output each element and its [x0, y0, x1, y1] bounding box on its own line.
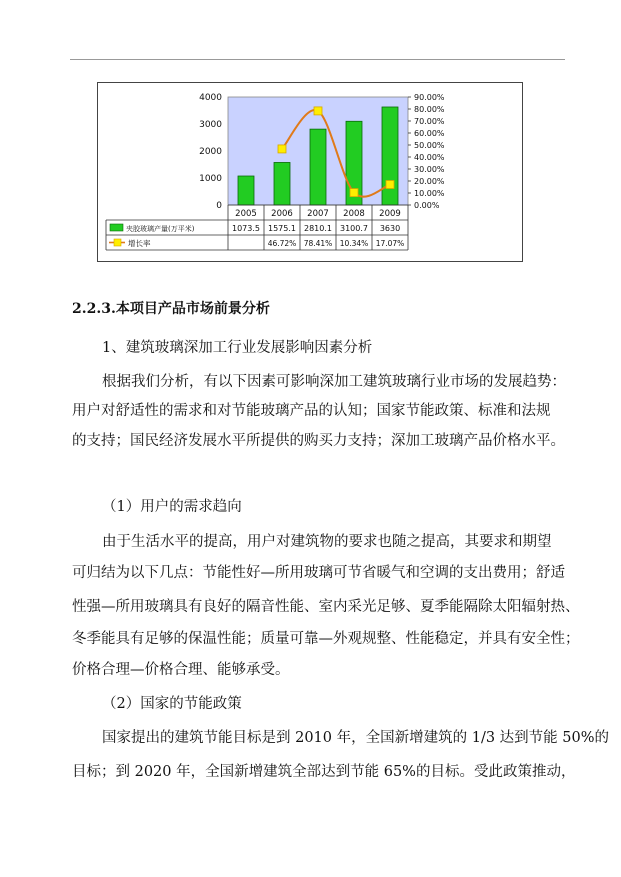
production-growth-chart [98, 83, 522, 261]
bar-2009 [382, 107, 398, 205]
y-right-tick-label: 0.00% [414, 201, 440, 210]
y-right-tick-label: 60.00% [414, 129, 445, 138]
paragraph-1-line-1: 根据我们分析，有以下因素可影响深加工建筑玻璃行业市场的发展趋势： [102, 374, 566, 390]
y-right-tick-label: 70.00% [414, 117, 445, 126]
paragraph-2-line-3: 性强—所用玻璃具有良好的隔音性能、室内采光足够、夏季能隔除太阳辐射热、 [72, 599, 580, 615]
legend-line-marker [114, 239, 121, 246]
y-left-tick-label: 0 [216, 201, 222, 211]
paragraph-1-line-2: 用户对舒适性的需求和对节能玻璃产品的认知；国家节能政策、标准和法规 [72, 403, 551, 419]
bar-value-label-2005: 1073.5 [232, 224, 260, 233]
legend-bar-key [110, 224, 123, 231]
y-right-tick-label: 50.00% [414, 141, 445, 150]
bar-2007 [310, 129, 326, 205]
growth-marker-2008 [350, 189, 358, 197]
growth-marker-2007 [314, 107, 322, 115]
x-tick-label-2007: 2007 [307, 209, 329, 219]
paragraph-3-line-2: 目标；到 2020 年，全国新增建筑全部达到节能 65%的目标。受此政策推动， [72, 764, 576, 780]
growth-value-label-2006: 46.72% [267, 239, 297, 248]
paragraph-2-line-1: 由于生活水平的提高，用户对建筑物的要求也随之提高，其要求和期望 [102, 534, 552, 550]
y-right-tick-label: 40.00% [414, 153, 445, 162]
y-left-tick-label: 4000 [199, 93, 222, 103]
item-energy-policy: （2）国家的节能政策 [102, 696, 242, 712]
x-tick-label-2005: 2005 [235, 209, 257, 219]
subsection-title: 1、建筑玻璃深加工行业发展影响因素分析 [102, 340, 373, 356]
y-right-tick-label: 10.00% [414, 189, 445, 198]
y-right-tick-label: 20.00% [414, 177, 445, 186]
y-left-tick-label: 1000 [199, 174, 222, 184]
growth-marker-2009 [386, 181, 394, 189]
paragraph-2-line-5: 价格合理—价格合理、能够承受。 [72, 662, 290, 678]
x-tick-label-2006: 2006 [271, 209, 293, 219]
growth-value-label-2007: 78.41% [303, 239, 333, 248]
paragraph-2-line-2: 可归结为以下几点：节能性好—所用玻璃可节省暖气和空调的支出费用；舒适 [72, 565, 565, 581]
growth-value-label-2008: 10.34% [339, 239, 369, 248]
bar-2006 [274, 162, 290, 205]
bar-value-label-2008: 3100.7 [340, 224, 368, 233]
bar-value-label-2007: 2810.1 [304, 224, 332, 233]
bar-2005 [238, 176, 254, 205]
bar-value-label-2009: 3630 [379, 224, 401, 233]
growth-marker-2006 [278, 145, 286, 153]
paragraph-2-line-4: 冬季能具有足够的保温性能；质量可靠—外观规整、性能稳定，并具有安全性； [72, 631, 580, 647]
y-left-tick-label: 3000 [199, 120, 222, 130]
legend-line-label: 增长率 [128, 239, 151, 248]
bar-value-label-2006: 1575.1 [268, 224, 296, 233]
growth-value-label-2009: 17.07% [375, 239, 405, 248]
y-right-tick-label: 30.00% [414, 165, 445, 174]
x-tick-label-2009: 2009 [379, 209, 401, 219]
y-left-tick-label: 2000 [199, 147, 222, 157]
chart-container [97, 82, 523, 262]
y-right-tick-label: 90.00% [414, 93, 445, 102]
paragraph-1-line-3: 的支持；国民经济发展水平所提供的购买力支持；深加工玻璃产品价格水平。 [72, 433, 565, 449]
x-tick-label-2008: 2008 [343, 209, 365, 219]
section-heading: 2.2.3.本项目产品市场前景分析 [72, 301, 270, 317]
item-user-demand: （1）用户的需求趋向 [102, 499, 242, 515]
paragraph-3-line-1: 国家提出的建筑节能目标是到 2010 年，全国新增建筑的 1/3 达到节能 50%的 [102, 730, 610, 746]
header-rule [70, 59, 565, 60]
legend-bar-label: 夹胶玻璃产量(万平米) [126, 225, 195, 233]
y-right-tick-label: 80.00% [414, 105, 445, 114]
